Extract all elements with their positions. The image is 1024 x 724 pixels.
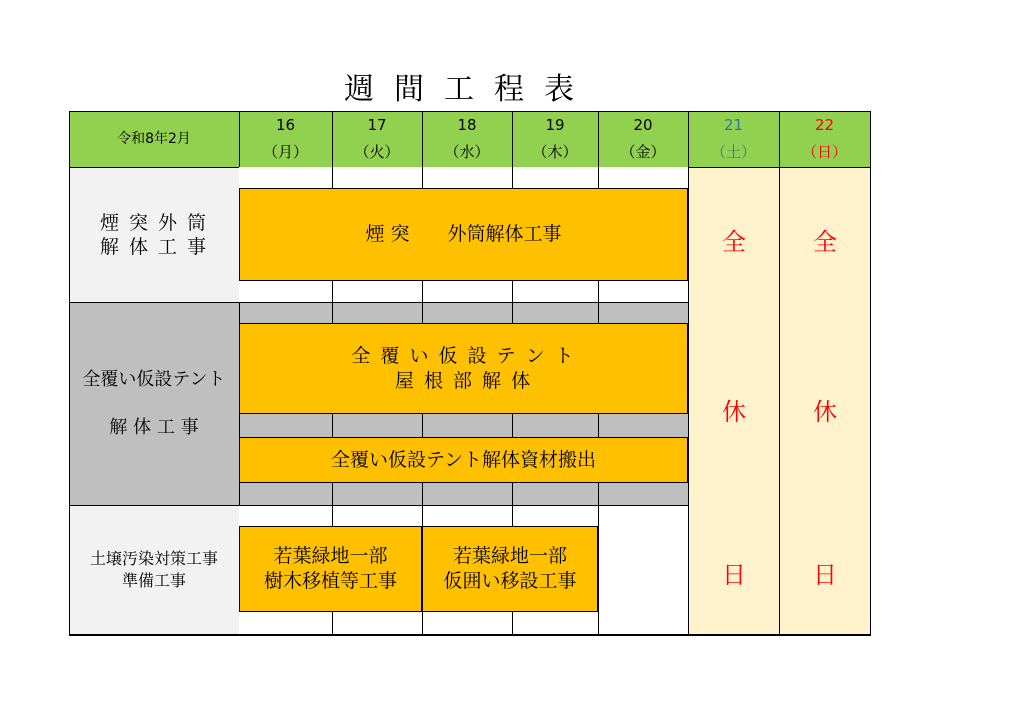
row-label-line: 全覆い仮設テント xyxy=(82,368,226,390)
header-date: 20 xyxy=(633,116,653,134)
grid-line xyxy=(422,167,423,189)
grid-line xyxy=(512,302,513,324)
grid-line xyxy=(422,611,423,635)
row-label-line: 煙 突 外 筒 xyxy=(99,211,209,234)
header-weekday: （木） xyxy=(532,143,578,161)
header-date: 16 xyxy=(275,116,296,134)
header-weekday: （土） xyxy=(710,143,756,161)
task-label: 屋 根 部 解 体 xyxy=(394,369,533,392)
task-label: 若葉緑地一部 xyxy=(273,545,388,567)
task-label: 仮囲い移設工事 xyxy=(443,570,577,592)
task-label: 全覆い仮設テント解体資材搬出 xyxy=(330,448,597,471)
header-weekday: （火） xyxy=(354,143,400,161)
row-label-chimney xyxy=(69,167,239,302)
row-label-line: 準備工事 xyxy=(121,571,186,590)
grid-line xyxy=(422,505,423,527)
task-bar-soil-fence xyxy=(422,526,598,612)
grid-line xyxy=(598,302,599,324)
grid-line xyxy=(870,111,871,635)
task-bar-tent-materials xyxy=(239,437,688,483)
grid-line xyxy=(422,482,423,505)
grid-line xyxy=(332,280,333,302)
grid-line xyxy=(422,413,423,438)
grid-line xyxy=(332,111,333,167)
header-date: 21 xyxy=(723,116,744,134)
header-date: 18 xyxy=(457,116,477,134)
holiday-char: 日 xyxy=(722,561,746,589)
task-label: 若葉緑地一部 xyxy=(452,545,567,567)
grid-line xyxy=(69,111,871,112)
grid-line xyxy=(512,505,513,527)
grid-line xyxy=(598,413,599,438)
day-cell-strip xyxy=(239,167,688,188)
holiday-char: 全 xyxy=(813,228,837,256)
task-bar-soil-tree xyxy=(239,526,422,612)
row-label-line: 解 体 工 事 xyxy=(99,235,209,258)
grid-line xyxy=(598,280,599,302)
grid-line xyxy=(598,167,599,189)
header-day-20 xyxy=(598,111,688,167)
holiday-char: 全 xyxy=(722,228,746,256)
task-label: 樹木移植等工事 xyxy=(263,570,397,592)
grid-line xyxy=(512,280,513,302)
holiday-char: 日 xyxy=(813,561,837,589)
header-period-label: 令和8年2月 xyxy=(117,130,191,147)
page-title: 週間工程表 xyxy=(344,72,594,107)
holiday-char: 休 xyxy=(722,398,746,426)
grid-line xyxy=(332,167,333,189)
grid-line xyxy=(598,505,599,635)
header-period xyxy=(69,111,239,167)
grid-line xyxy=(422,111,423,167)
grid-line xyxy=(422,280,423,302)
header-day-16 xyxy=(239,111,332,167)
header-day-17 xyxy=(332,111,422,167)
task-label: 煙 突 外筒解体工事 xyxy=(365,223,562,245)
grid-line xyxy=(512,611,513,635)
header-weekday: （日） xyxy=(801,143,847,161)
header-weekday: （月） xyxy=(262,143,308,161)
header-day-21 xyxy=(688,111,779,167)
header-day-19 xyxy=(512,111,598,167)
grid-line xyxy=(332,611,333,635)
row-label-line: 解 体 工 事 xyxy=(109,416,199,438)
grid-line xyxy=(332,413,333,438)
grid-line xyxy=(512,111,513,167)
grid-line xyxy=(598,111,599,167)
day-cell-strip xyxy=(239,281,688,302)
task-bar-chimney xyxy=(239,188,688,281)
header-date: 19 xyxy=(545,116,565,134)
row-label-soil xyxy=(69,505,239,635)
header-date: 17 xyxy=(367,116,387,134)
task-bar-tent-roof xyxy=(239,323,688,414)
grid-line xyxy=(512,482,513,505)
grid-line xyxy=(332,505,333,527)
grid-line xyxy=(422,302,423,324)
header-weekday: （水） xyxy=(444,143,490,161)
row-label-line: 土壌汚染対策工事 xyxy=(89,549,218,568)
header-day-22 xyxy=(779,111,870,167)
grid-line xyxy=(512,167,513,189)
row-label-tent xyxy=(69,302,239,505)
header-day-18 xyxy=(422,111,512,167)
grid-line xyxy=(512,413,513,438)
grid-line xyxy=(332,302,333,324)
header-weekday: （金） xyxy=(620,143,666,161)
grid-line xyxy=(332,482,333,505)
holiday-char: 休 xyxy=(813,398,837,426)
task-label: 全 覆 い 仮 設 テ ン ト xyxy=(351,344,576,367)
header-date: 22 xyxy=(814,116,835,134)
grid-line xyxy=(598,482,599,505)
